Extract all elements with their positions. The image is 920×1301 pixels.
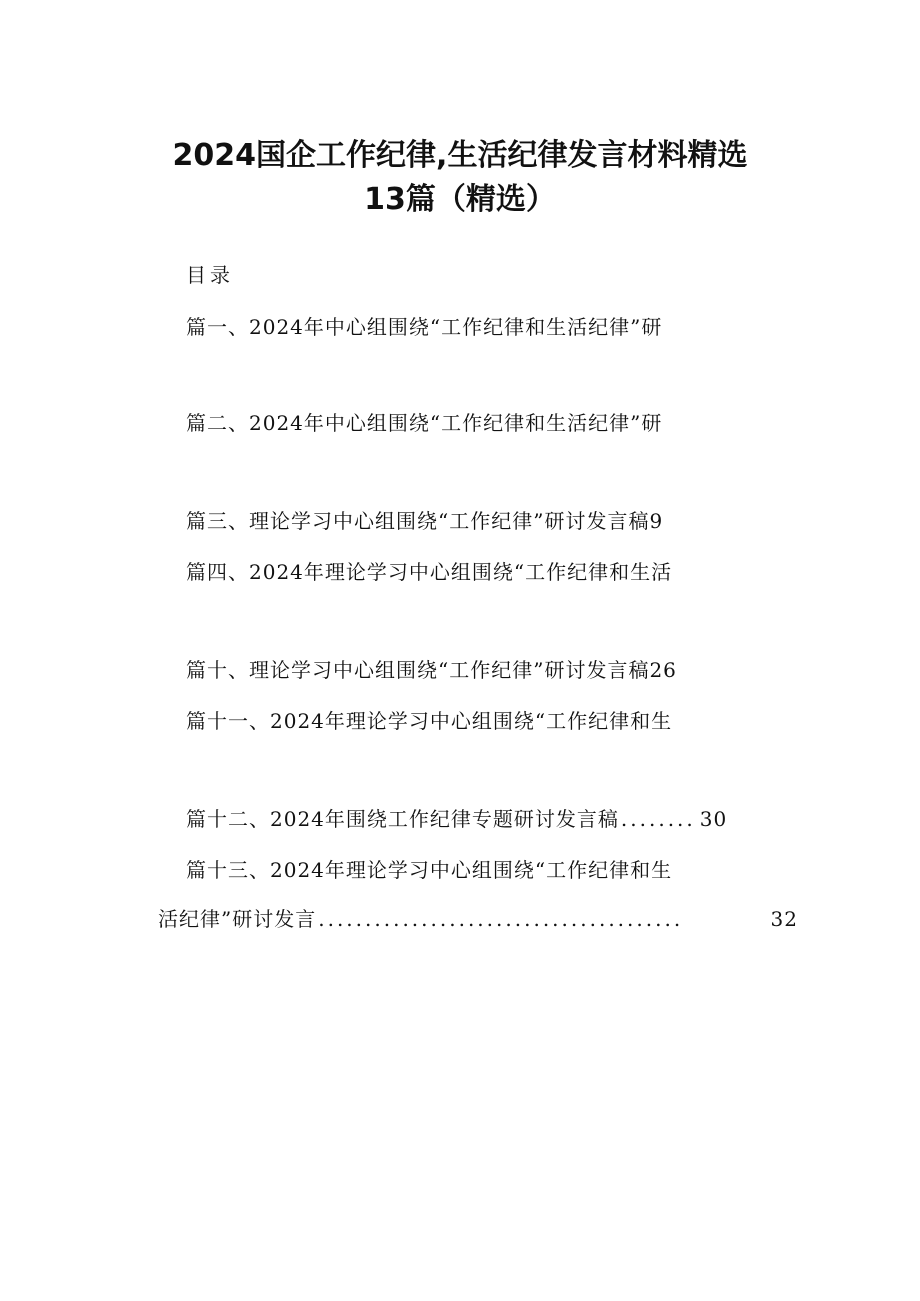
document-title-line-2: 13篇（精选）: [364, 182, 556, 217]
toc-entry-13[interactable]: 篇十三、2024年理论学习中心组围绕“工作纪律和生: [186, 858, 673, 882]
toc-entry-12[interactable]: [186, 806, 766, 832]
toc-entry-13-continued-text: 活纪律”研讨发言: [158, 907, 317, 931]
toc-entry-13-continued[interactable]: [158, 906, 798, 932]
toc-entry-11[interactable]: 篇十一、2024年理论学习中心组围绕“工作纪律和生: [186, 709, 673, 733]
toc-entry-12-leader: ........: [620, 807, 696, 831]
document-title-line-1: 2024国企工作纪律,生活纪律发言材料精选: [172, 138, 748, 173]
toc-entry-10[interactable]: 篇十、理论学习中心组围绕“工作纪律”研讨发言稿26: [186, 658, 677, 682]
toc-entry-12-text: 篇十二、2024年围绕工作纪律专题研讨发言稿: [186, 807, 619, 831]
toc-entry-3[interactable]: 篇三、理论学习中心组围绕“工作纪律”研讨发言稿9: [186, 509, 664, 533]
toc-entry-4[interactable]: 篇四、2024年理论学习中心组围绕“工作纪律和生活: [186, 560, 673, 584]
toc-heading: 目录: [186, 263, 234, 287]
toc-entry-12-page-number: 30: [699, 807, 728, 831]
toc-entry-1[interactable]: 篇一、2024年中心组围绕“工作纪律和生活纪律”研: [186, 315, 663, 339]
toc-entry-13-leader: .......................................: [318, 907, 684, 931]
toc-entry-13-page-number: 32: [770, 907, 798, 931]
toc-entry-2[interactable]: 篇二、2024年中心组围绕“工作纪律和生活纪律”研: [186, 411, 663, 435]
